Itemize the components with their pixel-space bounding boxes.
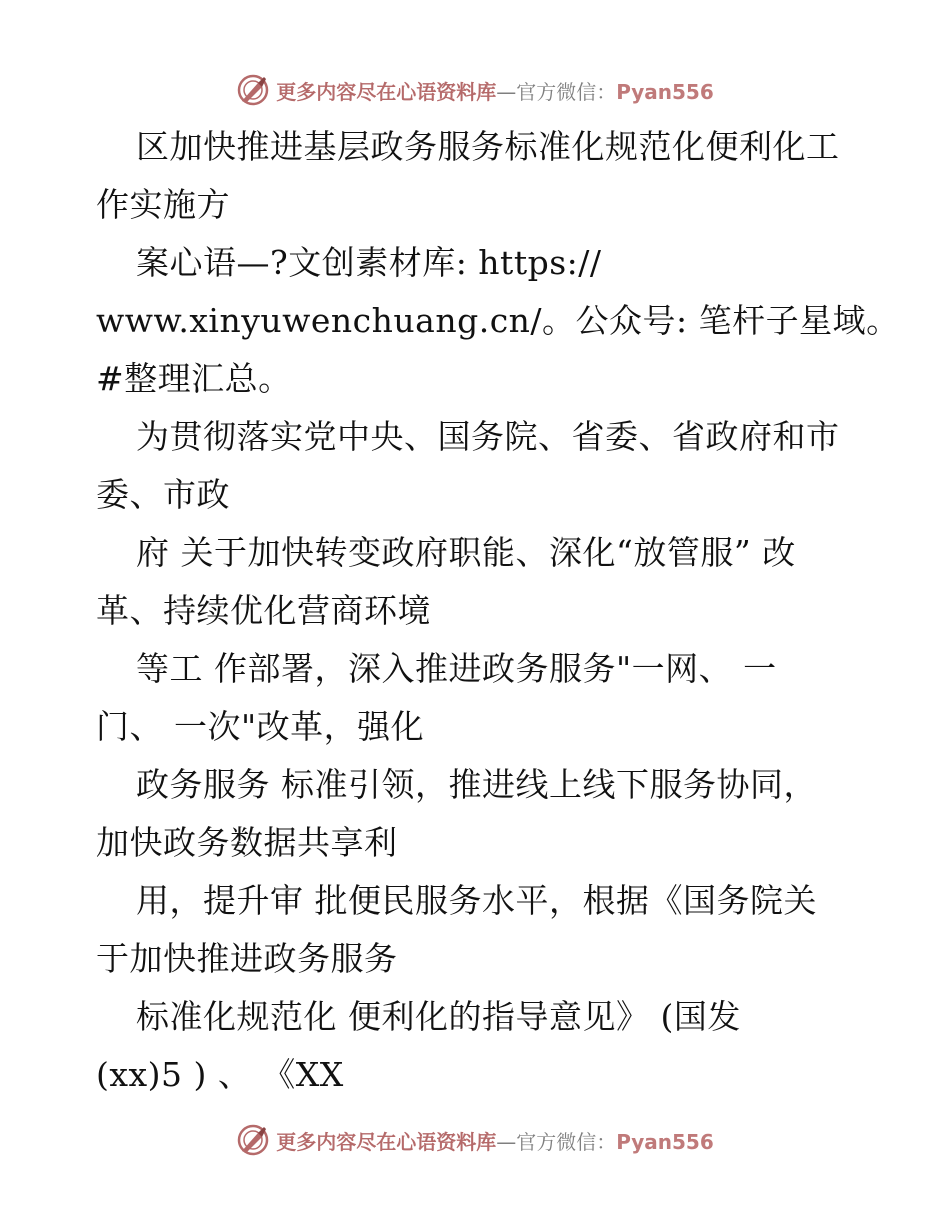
text-line: 门、 一次"改革，强化 <box>96 707 425 746</box>
text-line: 委、市政 <box>96 475 230 514</box>
banner-site-name: 更多内容尽在心语资料库 <box>276 1129 497 1154</box>
banner-wechat-id: Pyan556 <box>616 1129 714 1154</box>
text-line: 标准化规范化 便利化的指导意见》 (国发 <box>136 997 741 1036</box>
text-line: 作实施方 <box>96 185 230 224</box>
text-line: 府 关于加快转变政府职能、深化“放管服” 改 <box>136 533 796 572</box>
banner-wechat-label: 官方微信： <box>516 1129 617 1154</box>
text-line: 区加快推进基层政务服务标准化规范化便利化工 <box>136 127 840 166</box>
pen-nib-logo-icon <box>236 1123 270 1157</box>
banner-dash: — <box>496 1129 517 1154</box>
banner-site-name: 更多内容尽在心语资料库 <box>276 79 497 104</box>
text-line: www.xinyuwenchuang.cn/。公众号: 笔杆子星域。 <box>96 301 900 340</box>
pen-nib-logo-icon <box>236 73 270 107</box>
text-line: 政务服务 标准引领，推进线上线下服务协同， <box>136 765 817 804</box>
banner-text <box>276 76 714 105</box>
text-line: 为贯彻落实党中央、国务院、省委、省政府和市 <box>136 417 840 456</box>
text-line: 用，提升审 批便民服务水平，根据《国务院关 <box>136 881 817 920</box>
text-line: #整理汇总。 <box>96 359 292 398</box>
footer-banner <box>0 1120 950 1160</box>
text-line: 等工 作部署，深入推进政务服务"一网、 一 <box>136 649 777 688</box>
text-line: 于加快推进政务服务 <box>96 939 398 978</box>
banner-wechat-id: Pyan556 <box>616 79 714 104</box>
text-line: (xx)5 ) 、 《XX <box>96 1055 344 1094</box>
banner-wechat-label: 官方微信： <box>516 79 617 104</box>
text-line: 案心语—?文创素材库: https:// <box>136 243 602 282</box>
banner-text <box>276 1126 714 1155</box>
document-body <box>96 118 900 1104</box>
text-line: 加快政务数据共享利 <box>96 823 398 862</box>
header-banner <box>0 70 950 110</box>
banner-dash: — <box>496 79 517 104</box>
text-line: 革、持续优化营商环境 <box>96 591 431 630</box>
